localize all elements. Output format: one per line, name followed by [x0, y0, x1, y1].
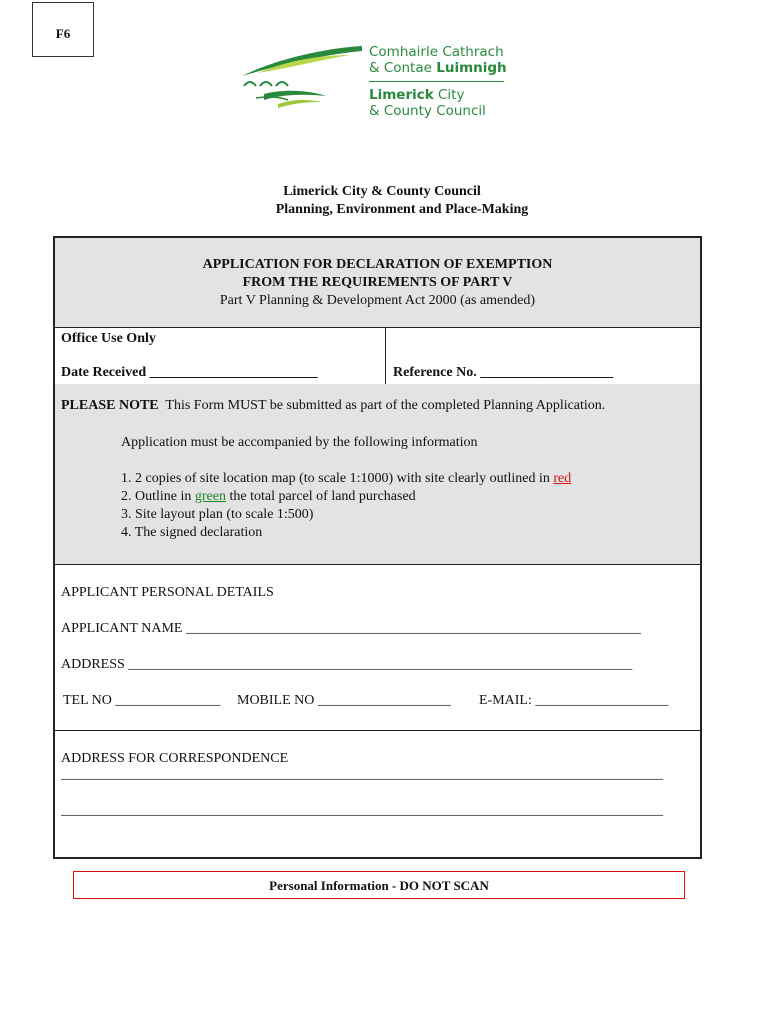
correspondence-line-2[interactable]: ______________________________________________________________________________________ [61, 803, 663, 818]
logo-irish-name [369, 44, 507, 76]
logo-english-bold: Limerick [369, 87, 434, 103]
logo-english-name [369, 87, 486, 119]
requirement-text: 2 copies of site location map (to scale 1:1000) with site clearly outlined in [135, 471, 554, 486]
requirement-highlight-green: green [194, 489, 226, 504]
logo-english-suffix: City [433, 87, 465, 103]
form-code: F6 [55, 26, 71, 41]
form-title-line2: FROM THE REQUIREMENTS OF PART V [242, 275, 513, 290]
please-note-text: This Form MUST be submitted as part of the completed Planning Application. [165, 398, 606, 413]
requirement-highlight-red: red [553, 471, 572, 486]
requirement-item-2 [121, 488, 416, 506]
correspondence-section [55, 730, 700, 857]
email-field[interactable]: E-MAIL: ___________________ [479, 693, 669, 708]
requirement-text: The signed declaration [134, 525, 263, 540]
office-use-section [55, 327, 700, 385]
correspondence-line-1[interactable]: ______________________________________________________________________________________ [61, 767, 663, 782]
office-divider [385, 327, 386, 384]
please-note-label: PLEASE NOTE [61, 398, 159, 413]
applicant-details-section [55, 564, 700, 731]
requirement-number: 1. [121, 471, 132, 486]
personal-info-notice [73, 871, 685, 899]
please-note-section [55, 384, 700, 565]
form-title-line1: APPLICATION FOR DECLARATION OF EXEMPTION [202, 257, 553, 272]
requirement-number: 3. [121, 507, 132, 522]
requirement-text: Site layout plan (to scale 1:500) [135, 507, 314, 522]
logo-english-line2: & County Council [369, 103, 486, 119]
correspondence-heading: ADDRESS FOR CORRESPONDENCE [61, 751, 289, 766]
form-code-box [32, 2, 94, 57]
mobile-no-field[interactable]: MOBILE NO ___________________ [237, 693, 451, 708]
applicant-name-field[interactable]: APPLICANT NAME _________________________________________________________________ [61, 621, 641, 636]
applicant-address-field[interactable]: ADDRESS ________________________________________________________________________ [61, 657, 633, 672]
applicant-details-heading: APPLICANT PERSONAL DETAILS [61, 585, 274, 600]
date-received-field[interactable]: Date Received ________________________ [61, 365, 318, 380]
logo-irish-bold: Luimnigh [436, 60, 507, 76]
department-name: Planning, Environment and Place-Making [275, 202, 529, 217]
tel-no-field[interactable]: TEL NO _______________ [63, 693, 221, 708]
requirement-text-after: the total parcel of land purchased [225, 489, 416, 504]
requirement-number: 4. [121, 525, 132, 540]
council-logo-graphic [238, 40, 368, 122]
requirements-intro: Application must be accompanied by the following information [121, 435, 478, 450]
council-name: Limerick City & County Council [283, 184, 481, 199]
reference-no-field[interactable]: Reference No. ___________________ [393, 365, 614, 380]
logo-irish-prefix: & Contae [369, 60, 437, 76]
logo-english-line1 [369, 87, 486, 103]
requirement-text: Outline in [135, 489, 195, 504]
please-note-line [61, 397, 605, 415]
requirement-item-3 [121, 506, 313, 524]
form-title [55, 256, 700, 292]
logo-divider [369, 81, 504, 82]
form-subtitle: Part V Planning & Development Act 2000 (as amended) [219, 293, 536, 308]
personal-info-text: Personal Information - DO NOT SCAN [269, 878, 489, 893]
logo-irish-line1: Comhairle Cathrach [369, 44, 504, 60]
office-use-label: Office Use Only [61, 331, 156, 346]
requirement-item-1 [121, 470, 571, 488]
application-form [53, 236, 702, 859]
form-header [55, 238, 700, 328]
logo-irish-line2 [369, 60, 507, 76]
requirement-item-4 [121, 524, 262, 542]
requirement-number: 2. [121, 489, 132, 504]
